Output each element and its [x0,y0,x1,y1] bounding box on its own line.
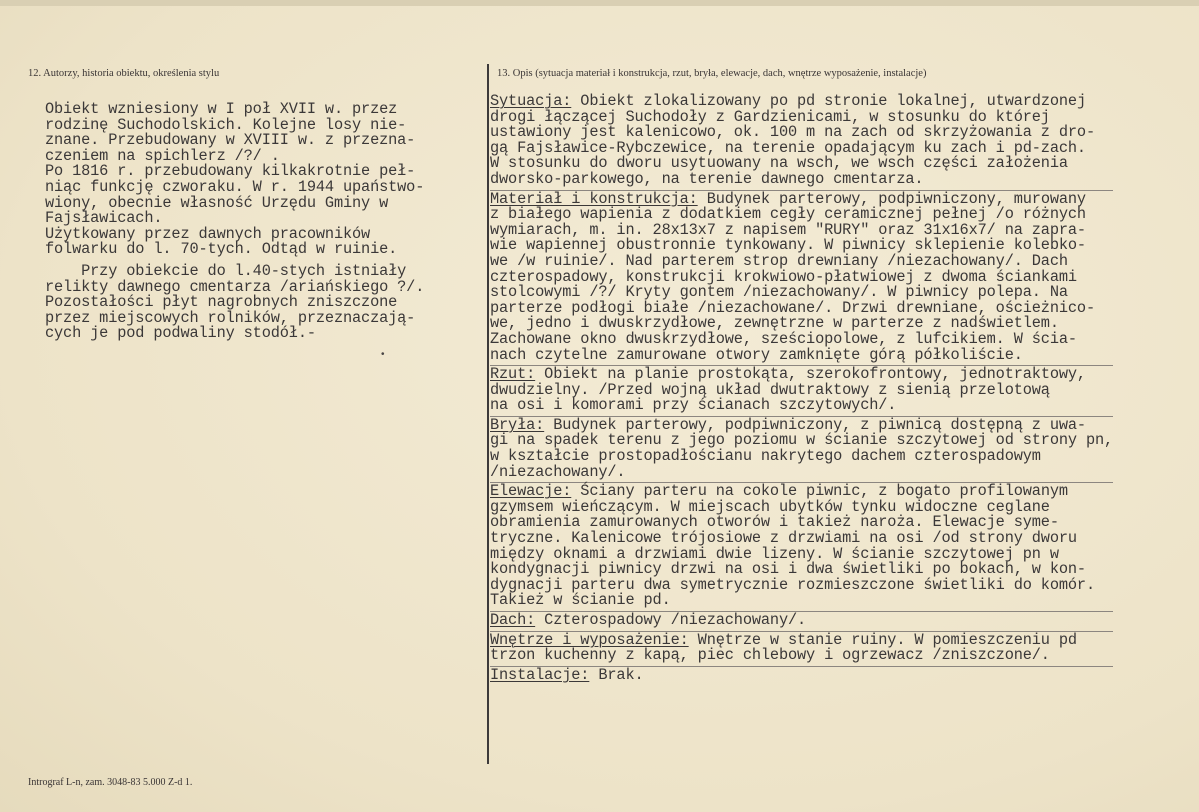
history-line: Obiekt wzniesiony w I poł XVII w. przez [45,100,398,118]
history-line: wiony, obecnie własność Urzędu Gminy w [45,193,389,212]
section-text: między oknami a drzwiami dwie lizeny. W ścianie szczytowej pn w [490,544,1059,563]
section-text: kondygnacji piwnicy drzwi na osi i dwa świetliki po bokach, w kon- [490,560,1086,579]
history-line: Użytkowany przez dawnych pracowników [45,224,371,243]
section-heading: Instalacje: [490,665,590,684]
description-section [490,631,1113,664]
section-heading: Rzut: [490,365,536,384]
printer-footer: Intrograf L-n, zam. 3048-83 5.000 Z-d 1. [28,777,193,788]
history-line: niąc funkcję czworaku. W r. 1944 upaństwo- [45,177,425,196]
section-text: wymiarach, m. in. 28x13x7 z napisem "RURY" oraz 31x16x7/ na zapra- [490,220,1086,239]
description-line [490,593,1113,609]
section-text: obramienia zamurowanych otworów i takież naroża. Elewacje syme- [490,513,1059,532]
section-text: gą Fajsławice-Rybczewice, na terenie opadającym ku zach i pd-zach. [490,138,1086,157]
history-text [45,102,424,342]
section-heading: Bryła: [490,415,545,434]
history-line: Fajsławicach. [45,209,163,228]
description-line [490,345,1113,364]
section-text: we, jedno i dwuskrzydłowe, zewnętrzne w parterze z nadświetlem. [490,314,1059,333]
section-text: gzymsem wieńczącym. W miejscach ubytków tynku widoczne ceglane [490,497,1050,516]
description-section [490,190,1113,364]
section-text: Ściany parteru na cokole piwnic, z bogato profilowanym [571,482,1068,501]
history-line: cych je pod podwaliny stodół.- [45,324,316,343]
section-text: Budynek parterowy, podpiwniczony, z piwnicą dostępną z uwa- [544,415,1086,434]
section-text: wie wapiennej obustronnie tynkowany. W piwnicy sklepienie kolebko- [490,236,1086,255]
section-heading: Sytuacja: [490,92,572,110]
history-line: Przy obiekcie do l.40-stych istniały [45,261,407,280]
history-line: rodzinę Suchodolskich. Kolejne losy nie- [45,115,407,134]
history-line: Pozostałości płyt nagrobnych zniszczone [45,293,398,312]
right-column-header: 13. Opis (sytuacja materiał i konstrukcja, rzut, bryła, elewacje, dach, wnętrze wyposażenie, instalacje) [497,68,927,79]
section-text: czterospadowy, konstrukcji krokwiowo-płatwiowej z dwoma ściankami [490,267,1077,286]
history-line: przez miejscowych rolników, przeznaczają- [45,308,416,327]
section-text: ustawiony jest kalenicowo, ok. 100 m na zach od skrzyżowania z dro- [490,123,1095,142]
history-line: czeniem na spichlerz /?/ . [45,146,280,165]
section-text: na osi i komorami przy ścianach szczytowych/. [490,396,897,415]
ink-mark: • [381,349,385,360]
section-text: nach czytelne zamurowane otwory zamknięte górą półkoliście. [490,345,1023,364]
description-line [490,398,1113,414]
section-text: Czterospadowy /niezachowany/. [535,611,807,629]
section-text: Budynek parterowy, podpiwniczony, murowany [697,189,1086,208]
description-line [490,648,1113,664]
history-line: relikty dawnego cmentarza /ariańskiego ?/. [45,277,425,296]
section-text: trzon kuchenny z kapą, piec chlebowy i ogrzewacz /zniszczone/. [490,646,1050,665]
description-section [490,611,1113,629]
section-text: parterze podłogi białe /niezachowane/. Drzwi drewniane, ościeżnico- [490,298,1095,317]
section-text: stolcowymi /?/ Kryty gontem /niezachowany/. W piwnicy polepa. Na [490,283,1068,302]
section-text: dworsko-parkowego, na terenie dawnego cmentarza. [490,169,924,188]
section-heading: Elewacje: [490,482,572,501]
description-section [490,666,1113,684]
section-text: w kształcie prostopadłościanu nakrytego dachem czterospadowym [490,447,1041,466]
section-text: dwudzielny. /Przed wojną układ dwutraktowy z sienią przelotową [490,380,1050,399]
description-line [490,665,1113,684]
history-line: znane. Przebudowany w XVIII w. z przezna- [45,131,416,150]
section-text: tryczne. Kalenicowe trójosiowe z drzwiami na osi /od strony dworu [490,529,1077,548]
description-section [490,416,1113,480]
description-section [490,482,1113,609]
left-column-header: 12. Autorzy, historia obiektu, określenia stylu [28,68,220,79]
description-line [490,613,1113,629]
section-text: Obiekt zlokalizowany po pd stronie lokalnej, utwardzonej [571,92,1086,110]
section-text: we /w ruinie/. Nad parterem strop drewniany /niezachowany/. Dach [490,251,1068,270]
section-text: z białego wapienia z dodatkiem cegły ceramicznej pełnej /o różnych [490,205,1086,224]
section-text: Zachowane okno dwuskrzydłowe, sześciopolowe, z lufcikiem. W ścia- [490,329,1077,348]
description-line [490,169,1113,188]
section-text: W stosunku do dworu usytuowany na wsch, we wsch części założenia [490,154,1068,173]
history-line: Po 1816 r. przebudowany kilkakrotnie peł- [45,162,416,181]
section-heading: Materiał i konstrukcja: [490,189,698,208]
description-section [490,93,1113,188]
column-divider [487,64,489,764]
section-text: Takież w ścianie pd. [490,591,671,610]
section-heading: Dach: [490,611,536,629]
section-text: Obiekt na planie prostokąta, szerokofrontowy, jednotraktowy, [535,365,1086,384]
section-text: Wnętrze w stanie ruiny. W pomieszczeniu pd [688,630,1077,649]
section-text: Brak. [589,665,644,684]
section-text: gi na spadek terenu z jego poziomu w ścianie szczytowej od strony pn, [490,431,1114,450]
section-text: drogi łączącej Suchodoły z Gardzienicami, w stosunku do której [490,107,1050,126]
section-text: /niezachowany/. [490,462,626,481]
history-line: folwarku do l. 70-tych. Odtąd w ruinie. [45,240,398,259]
section-text: dygnacji parteru dwa symetrycznie rozmieszczone świetliki do komór. [490,575,1095,594]
description-line [490,462,1113,481]
description-section [490,365,1113,414]
description-text [490,93,1113,683]
section-heading: Wnętrze i wyposażenie: [490,630,689,649]
